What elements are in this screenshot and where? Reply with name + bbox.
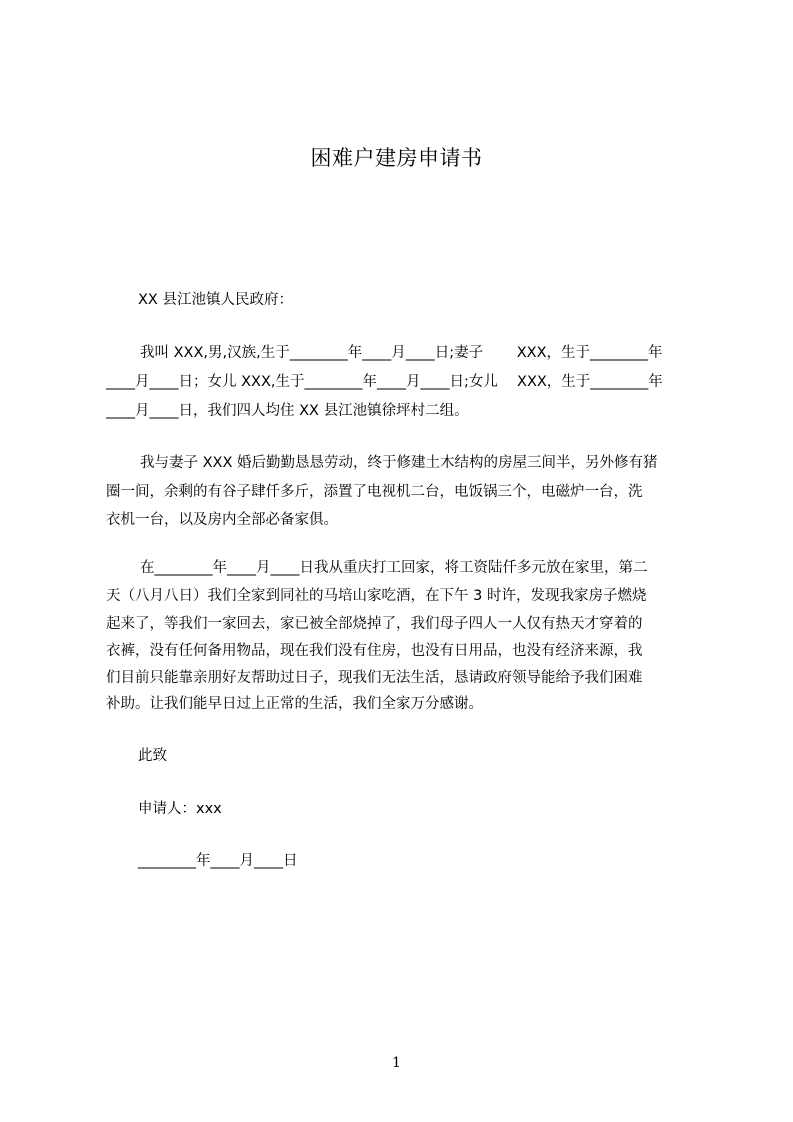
paragraph3-line6: 补助。让我们能早日过上正常的生活，我们全家万分感谢。 (106, 696, 483, 712)
document-title: 困难户建房申请书 (310, 146, 483, 170)
paragraph1-line3: ____月____日，我们四人均住 XX 县江池镇徐坪村二组。 (106, 403, 469, 419)
paragraph2-line3: 衣机一台，以及房内全部必备家俱。 (106, 512, 338, 528)
paragraph3-line5: 们目前只能靠亲朋好友帮助过日子，现我们无法生活，恳请政府领导能给予我们困难 (106, 670, 643, 686)
paragraph3-line2: 天（八月八日）我们全家到同社的马培山家吃酒，在下午 3 时许，发现我家房子燃烧 (106, 588, 647, 604)
paragraph2-line1: 我与妻子 XXX 婚后勤勤恳恳劳动，终于修建土木结构的房屋三间半，另外修有猪 (140, 455, 658, 471)
closing: 此致 (138, 748, 167, 764)
page-number: 1 (392, 1055, 401, 1071)
paragraph1-line1: 我叫 XXX,男,汉族,生于________年____月____日;妻子 XXX，生于________年 (140, 345, 663, 361)
date-line: ________年____月____日 (138, 853, 298, 869)
paragraph3-line1: 在________年____月____日我从重庆打工回家，将工资陆仟多元放在家里，第二 (140, 560, 648, 576)
paragraph2-line2: 圈一间，余剩的有谷子肆仟多斤，添置了电视机二台，电饭锅三个，电磁炉一台，洗 (106, 484, 643, 500)
applicant-line: 申请人：xxx (138, 801, 222, 817)
paragraph3-line3: 起来了，等我们一家回去，家已被全部烧掉了，我们母子四人一人仅有热天才穿着的 (106, 616, 643, 632)
paragraph3-line4: 衣裤，没有任何备用物品，现在我们没有住房，也没有日用品，也没有经济来源，我 (106, 643, 643, 659)
paragraph1-line2: ____月____日；女儿 XXX,生于________年____月____日;女儿 XXX，生于________年 (106, 374, 663, 390)
salutation: XX 县江池镇人民政府： (138, 292, 293, 308)
